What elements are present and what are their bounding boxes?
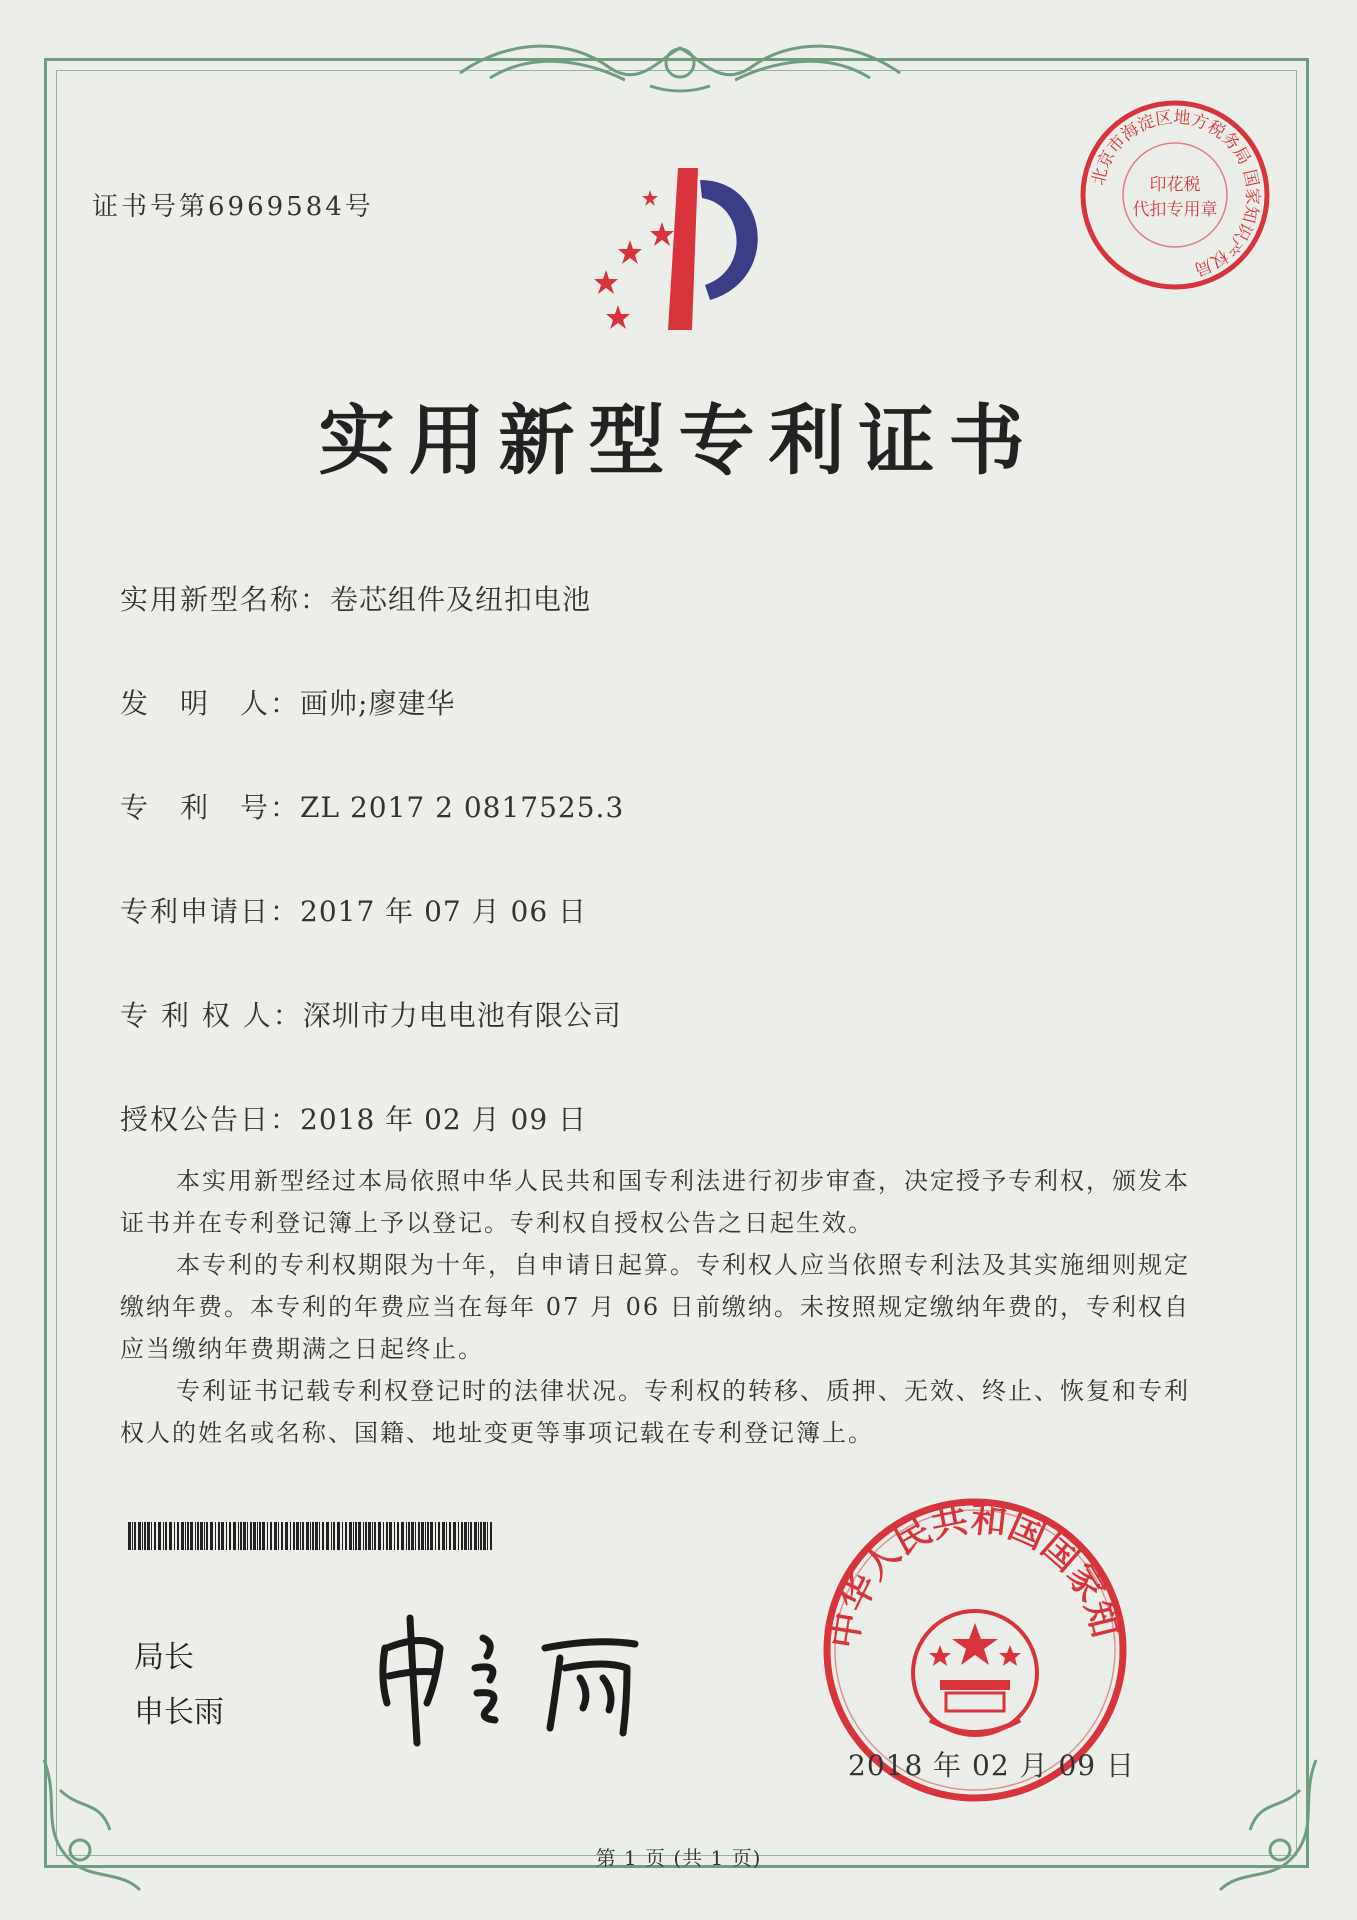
barcode-bar (259, 1522, 261, 1550)
barcode-bar (446, 1522, 447, 1550)
stamp-tax-line1: 印花税 (1149, 175, 1201, 195)
director-name: 申长雨 (134, 1695, 224, 1730)
barcode-bar (310, 1522, 311, 1550)
top-ornament (450, 28, 910, 98)
barcode-bar (333, 1522, 335, 1550)
barcode-bar (365, 1522, 367, 1550)
stamp-tax-line2: 代扣专用章 (1132, 200, 1218, 220)
director-signature (365, 1608, 685, 1748)
field-label: 专 利 权 人： (120, 999, 303, 1032)
barcode-bar (210, 1522, 213, 1550)
field-label: 实用新型名称： (120, 583, 331, 616)
field-label: 专利申请日： (120, 895, 301, 928)
barcode-bar (442, 1522, 445, 1550)
barcode-bar (389, 1522, 392, 1550)
barcode-bar (154, 1522, 156, 1550)
barcode-bar (458, 1522, 459, 1550)
barcode-bar (190, 1522, 193, 1550)
barcode-bar (449, 1522, 451, 1550)
barcode-bar (253, 1522, 256, 1550)
barcode-bar (406, 1522, 407, 1550)
barcode-bar (372, 1522, 373, 1550)
barcode-bar (378, 1522, 381, 1550)
page-number: 第 1 页 (共 1 页) (595, 1846, 762, 1870)
barcode-bar (427, 1522, 429, 1550)
body-paragraph-2: 本专利的专利权期限为十年，自申请日起算。专利权人应当依照专利法及其实施细则规定缴纳年费。本专利的年费应当在每年 07 月 06 日前缴纳。未按照规定缴纳年费的，专利权自应当缴纳年费期满之日起终止。 (120, 1251, 1190, 1363)
barcode-bar (478, 1522, 479, 1550)
barcode-bar (368, 1522, 371, 1550)
barcode-bar (470, 1522, 472, 1550)
barcode-bar (461, 1522, 463, 1550)
body-paragraph-1: 本实用新型经过本局依照中华人民共和国专利法进行初步审查，决定授予专利权，颁发本证书并在专利登记簿上予以登记。专利权自授权公告之日起生效。 (120, 1167, 1190, 1237)
barcode-bar (174, 1522, 175, 1550)
barcode-bar (474, 1522, 477, 1550)
barcode-bar (358, 1522, 361, 1550)
barcode-bar (430, 1522, 433, 1550)
barcode-bar (468, 1522, 469, 1550)
field-value: 2018 年 02 月 09 日 (300, 1103, 588, 1136)
barcode-bar (394, 1522, 395, 1550)
barcode-bar (302, 1522, 304, 1550)
barcode-bar (238, 1522, 239, 1550)
field-application-date (120, 890, 587, 930)
barcode-bar (415, 1522, 416, 1550)
barcode-bar (349, 1522, 352, 1550)
barcode-bar (306, 1522, 309, 1550)
barcode-bar (262, 1522, 265, 1550)
barcode-bar (438, 1522, 440, 1550)
seal-ring-text: 中华人民共和国国家知 (824, 1498, 1125, 1652)
barcode-bar (453, 1522, 456, 1550)
barcode-bar (200, 1522, 203, 1550)
barcode-bar (312, 1522, 314, 1550)
director-title: 局长 (134, 1640, 194, 1675)
field-value: 2017 年 07 月 06 日 (300, 895, 588, 928)
field-label: 发 明 人： (120, 687, 301, 720)
field-value: ZL 2017 2 0817525.3 (300, 791, 625, 824)
field-value: 深圳市力电电池有限公司 (302, 999, 622, 1032)
barcode-bar (195, 1522, 196, 1550)
barcode-bar (345, 1522, 347, 1550)
barcode-bar (144, 1522, 146, 1550)
barcode-bar (315, 1522, 318, 1550)
barcode-bar (187, 1522, 189, 1550)
barcode-bar (487, 1522, 488, 1550)
stamp-tax-office (1075, 95, 1275, 295)
barcode-bar (177, 1522, 179, 1550)
barcode-bar (296, 1522, 299, 1550)
national-emblem-icon (913, 1611, 1037, 1735)
issue-date: 2018 年 02 月 09 日 (848, 1749, 1136, 1782)
barcode-bar (274, 1522, 277, 1550)
barcode-bar (240, 1522, 242, 1550)
barcode-bar (229, 1522, 231, 1550)
barcode-bar (418, 1522, 420, 1550)
barcode-bar (247, 1522, 248, 1550)
field-value: 画帅;廖建华 (300, 687, 456, 720)
barcode-bar (134, 1522, 136, 1550)
barcode-bar (342, 1522, 343, 1550)
field-patent-number (120, 786, 624, 826)
barcode-icon (128, 1522, 496, 1550)
barcode-bar (169, 1522, 172, 1550)
barcode-bar (326, 1522, 329, 1550)
barcode-bar (363, 1522, 364, 1550)
barcode-bar (128, 1522, 131, 1550)
barcode-bar (278, 1522, 279, 1550)
barcode-bar (293, 1522, 295, 1550)
barcode-bar (319, 1522, 320, 1550)
barcode-bar (386, 1522, 388, 1550)
barcode-bar (185, 1522, 186, 1550)
barcode-bar (158, 1522, 161, 1550)
barcode-bar (411, 1522, 414, 1550)
barcode-bar (250, 1522, 252, 1550)
certificate-title: 实用新型专利证书 (318, 396, 1039, 485)
director-block (134, 1630, 224, 1740)
barcode-bar (480, 1522, 482, 1550)
barcode-bar (204, 1522, 205, 1550)
barcode-bar (243, 1522, 246, 1550)
body-paragraph-3: 专利证书记载专利权登记时的法律状况。专利权的转移、质押、无效、终止、恢复和专利权人的姓名或名称、国籍、地址变更等事项记载在专利登记簿上。 (120, 1377, 1190, 1447)
stamp-tax-ring-text: 北京市海淀区地方税务局 国家知识产权局 (1088, 107, 1263, 280)
field-value: 卷芯组件及纽扣电池 (330, 583, 592, 616)
barcode-bar (233, 1522, 236, 1550)
barcode-bar (353, 1522, 354, 1550)
barcode-bar (215, 1522, 216, 1550)
barcode-bar (285, 1522, 288, 1550)
barcode-bar (331, 1522, 332, 1550)
barcode-bar (181, 1522, 184, 1550)
barcode-bar (435, 1522, 436, 1550)
barcode-bar (147, 1522, 150, 1550)
barcode-bar (421, 1522, 424, 1550)
corner-ornament-bottom-left (30, 1750, 160, 1900)
field-label: 授权公告日： (120, 1103, 301, 1136)
barcode-bar (165, 1522, 167, 1550)
barcode-bar (483, 1522, 486, 1550)
barcode-bar (218, 1522, 220, 1550)
field-patentee (120, 994, 622, 1034)
field-grant-date (120, 1098, 587, 1138)
barcode-bar (408, 1522, 410, 1550)
barcode-bar (290, 1522, 291, 1550)
barcode-bar (425, 1522, 426, 1550)
barcode-bar (257, 1522, 258, 1550)
barcode-bar (490, 1522, 492, 1550)
field-label: 专 利 号： (120, 791, 301, 824)
barcode-bar (383, 1522, 384, 1550)
barcode-bar (374, 1522, 376, 1550)
barcode-bar (300, 1522, 301, 1550)
barcode-bar (355, 1522, 357, 1550)
barcode-bar (221, 1522, 224, 1550)
barcode-bar (337, 1522, 340, 1550)
field-model-name (120, 578, 591, 618)
barcode-bar (151, 1522, 152, 1550)
barcode-bar (197, 1522, 199, 1550)
certificate-number: 证书号第6969584号 (92, 192, 374, 222)
barcode-bar (226, 1522, 227, 1550)
barcode-bar (138, 1522, 141, 1550)
barcode-bar (401, 1522, 404, 1550)
corner-ornament-bottom-right (1200, 1750, 1330, 1900)
barcode-bar (281, 1522, 283, 1550)
barcode-bar (397, 1522, 399, 1550)
barcode-bar (142, 1522, 143, 1550)
barcode-bar (163, 1522, 164, 1550)
certificate-body (120, 1160, 1190, 1454)
barcode-bar (267, 1522, 268, 1550)
barcode-bar (270, 1522, 272, 1550)
barcode-bar (206, 1522, 208, 1550)
barcode-bar (322, 1522, 324, 1550)
barcode-bar (464, 1522, 467, 1550)
barcode-bar (132, 1522, 133, 1550)
patent-office-emblem-icon (560, 160, 790, 340)
field-inventor (120, 682, 455, 722)
